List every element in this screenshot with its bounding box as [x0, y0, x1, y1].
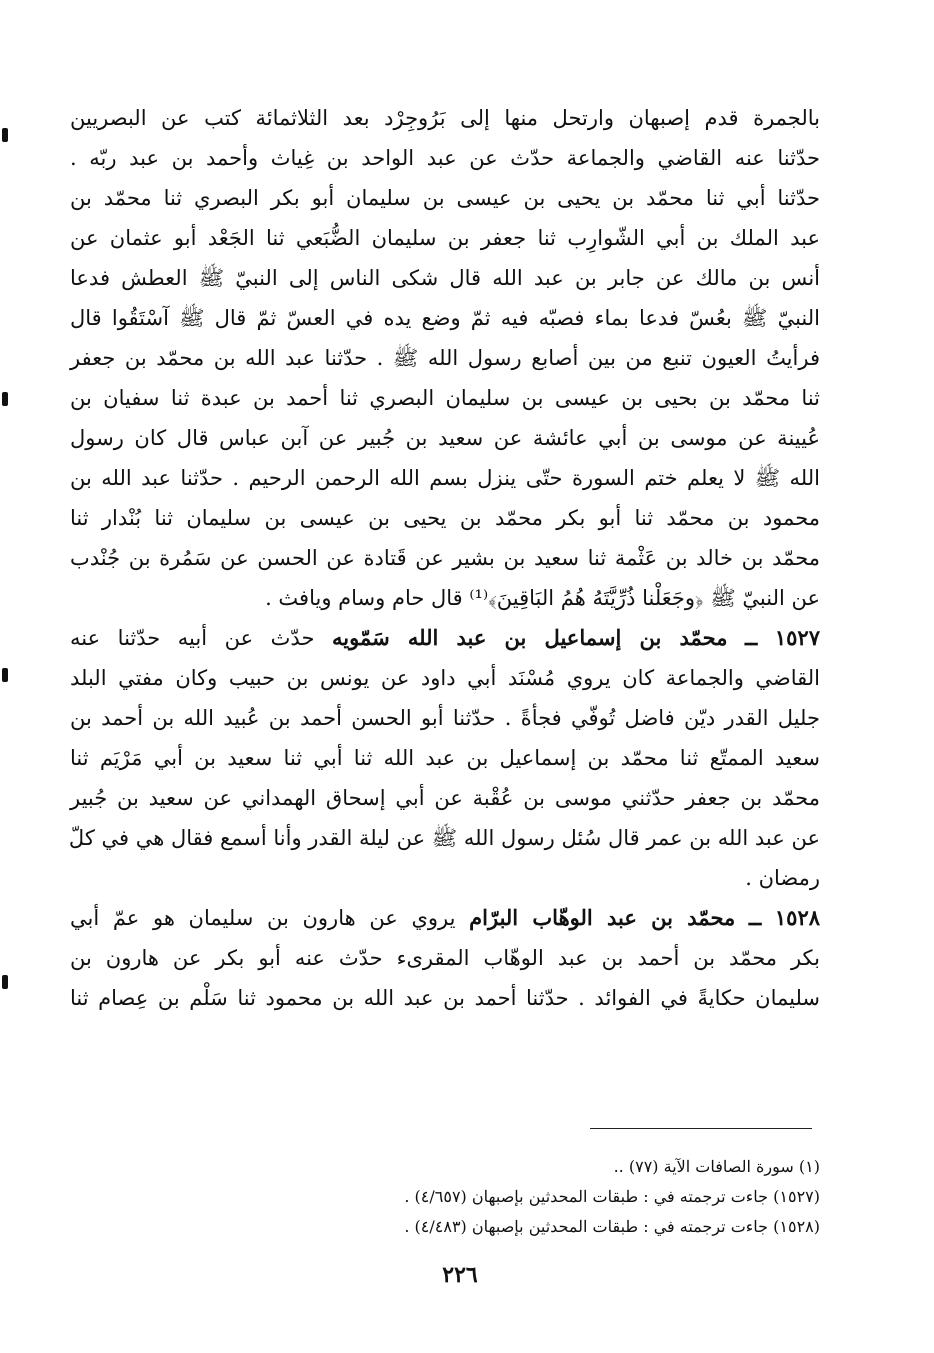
- margin-mark: [2, 128, 8, 142]
- footnote-item: (١٥٢٧) جاءت ترجمته في : طبقات المحدثين بإصبهان (٤/٦٥٧) .: [404, 1187, 820, 1206]
- entry-number: ١٥٢٨: [774, 905, 821, 930]
- text-line: سعيد الممتّع ثنا محمّد بن إسماعيل بن عبد الله ثنا أبي ثنا سعيد بن أبي مَرْيَم ثنا: [70, 746, 820, 770]
- text-line: حدّثنا عنه القاضي والجماعة حدّث عن عبد الواحد بن غِياث وأحمد بن عبد ربّه .: [70, 146, 820, 170]
- main-text-block: [70, 98, 820, 1018]
- entry-dash: ــ: [748, 905, 762, 930]
- entry-text: يروي عن هارون بن سليمان هو عمّ أبي: [70, 906, 456, 930]
- entry-text: حدّث عن أبيه حدّثنا عنه: [70, 626, 315, 650]
- text-line: الله ﷺ لا يعلم ختم السورة حتّى ينزل بسم الله الرحمن الرحيم . حدّثنا عبد الله بن: [70, 466, 820, 490]
- text-line: فرأيتُ العيون تنبع من بين أصابع رسول الله ﷺ . حدّثنا عبد الله بن محمّد بن جعفر: [70, 346, 820, 370]
- text-line: عن النبيّ ﷺ ﴿وجَعَلْنا ذُرِّيَّتَهُ هُمُ البَاقِينَ﴾⁽¹⁾ قال حام وسام ويافث .: [265, 586, 820, 610]
- text-line: أنس بن مالك عن جابر بن عبد الله قال شكى الناس إلى النبيّ ﷺ العطش فدعا: [70, 266, 820, 290]
- text-line: محمّد بن خالد بن عَثْمة ثنا سعيد بن بشير عن قَتادة عن الحسن عن سَمُرة بن جُنْدب: [70, 546, 820, 570]
- entry-number: ١٥٢٧: [774, 625, 820, 650]
- entry-name: محمّد بن إسماعيل بن عبد الله سَمّويه: [332, 625, 728, 650]
- text-line: بالجمرة قدم إصبهان وارتحل منها إلى بَرُوجِرْد بعد الثلاثمائة كتب عن البصريين: [70, 106, 820, 130]
- text-line: بكر محمّد بن أحمد بن عبد الوهّاب المقرىء حدّث عنه أبو بكر عن هارون بن: [70, 946, 820, 970]
- entry-1527-heading-line: [70, 618, 820, 658]
- text-line: محمود بن محمّد ثنا أبو بكر محمّد بن يحيى بن عيسى بن سليمان ثنا بُنْدار ثنا: [70, 506, 820, 530]
- footnote-divider: [590, 1128, 812, 1129]
- margin-mark: [2, 392, 8, 406]
- text-line: سليمان حكايةً في الفوائد . حدّثنا أحمد بن عبد الله بن محمود ثنا سَلْم بن عِصام ثنا: [70, 986, 820, 1010]
- text-line: جليل القدر ديّن فاضل تُوفّي فجأةً . حدّثنا أبو الحسن أحمد بن عُبيد الله بن أحمد بن: [70, 706, 820, 730]
- margin-mark: [2, 668, 8, 682]
- page-number: ٢٢٦: [442, 1262, 478, 1288]
- margin-mark: [2, 975, 8, 989]
- text-line: حدّثنا أبي ثنا محمّد بن يحيى بن عيسى بن سليمان أبو بكر البصري ثنا محمّد بن: [70, 186, 820, 210]
- text-line: النبيّ ﷺ بعُسّ فدعا بماء فصبّه فيه ثمّ وضع يده في العسّ ثمّ قال ﷺ آسْتَقُوا قال: [70, 306, 820, 330]
- text-line: عبد الملك بن أبي الشّوارِب ثنا جعفر بن سليمان الضُّبَعي ثنا الجَعْد أبو عثمان عن: [70, 226, 820, 250]
- footnote-item: (١٥٢٨) جاءت ترجمته في : طبقات المحدثين بإصبهان (٤/٤٨٣) .: [404, 1217, 820, 1236]
- text-line: محمّد بن جعفر حدّثني موسى بن عُقْبة عن أبي إسحاق الهمداني عن سعيد بن جُبير: [70, 786, 820, 810]
- text-line: عُيينة عن موسى بن أبي عائشة عن سعيد بن جُبير عن آبن عباس قال كان رسول: [70, 426, 820, 450]
- entry-dash: ــ: [745, 625, 758, 650]
- text-line: القاضي والجماعة كان يروي مُسْنَد أبي داود عن يونس بن حبيب وكان مفتي البلد: [70, 666, 820, 690]
- entry-name: محمّد بن عبد الوهّاب البرّام: [469, 905, 736, 930]
- text-line: عن عبد الله بن عمر قال سُئل رسول الله ﷺ عن ليلة القدر وأنا أسمع فقال هي في كلّ: [68, 826, 820, 850]
- footnotes: [320, 1152, 820, 1242]
- entry-1528-heading-line: [70, 898, 820, 938]
- text-line: رمضان .: [745, 866, 820, 890]
- footnote-item: (١) سورة الصافات الآية (٧٧) ..: [613, 1157, 820, 1176]
- text-line: ثنا محمّد بن بحيى بن عيسى بن سليمان البصري ثنا أحمد بن عبدة ثنا سفيان بن: [70, 386, 820, 410]
